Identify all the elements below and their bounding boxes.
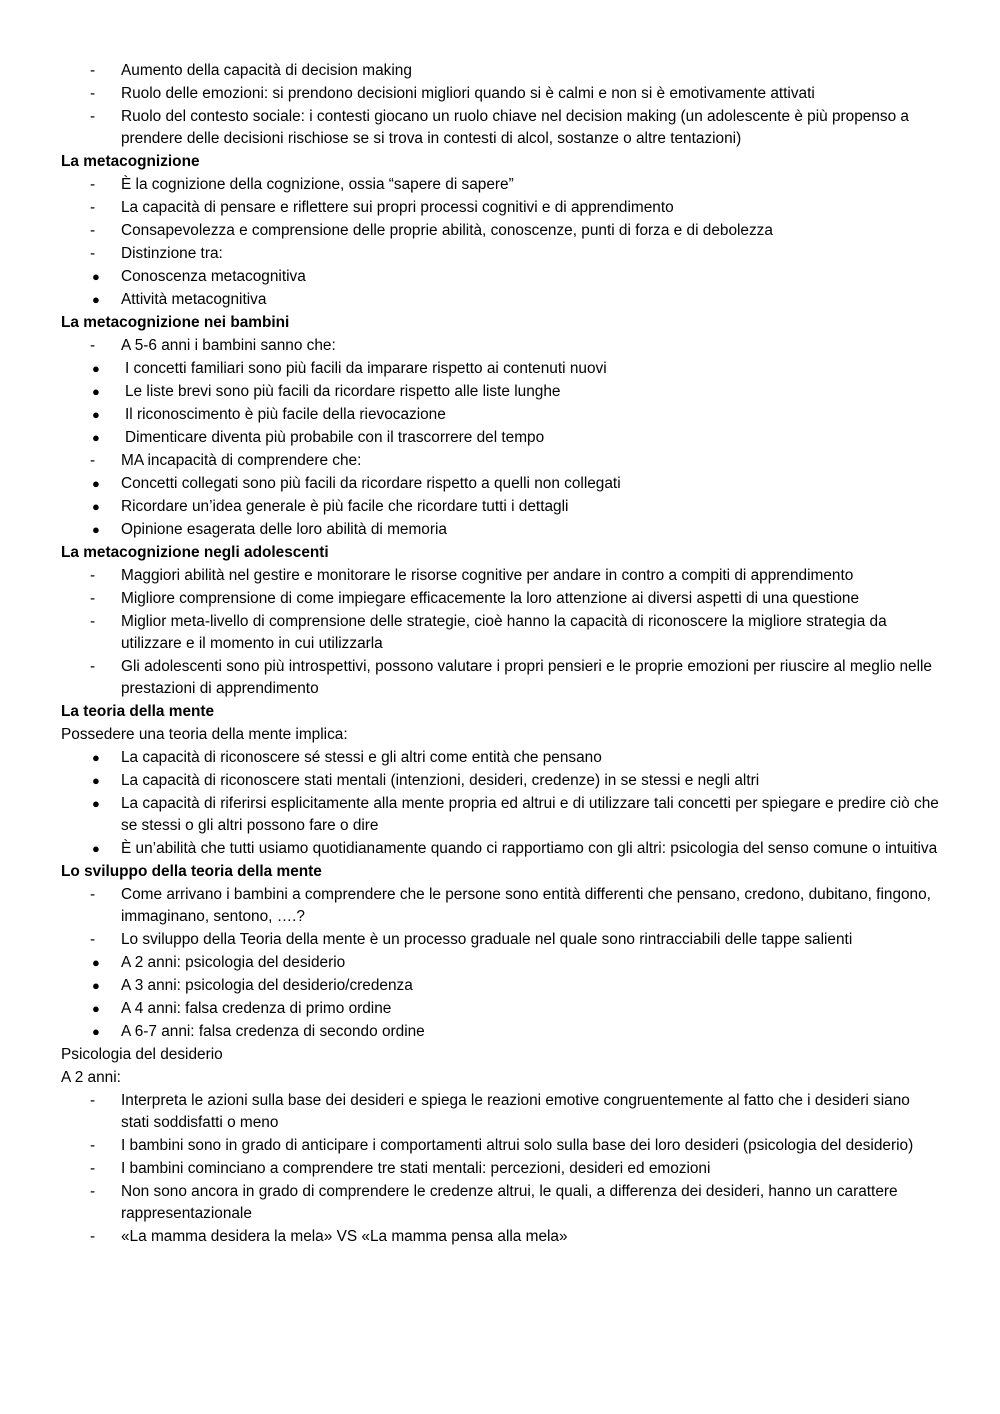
dash-list-item: [61, 1135, 941, 1157]
paragraph-text: A 2 anni:: [61, 1069, 121, 1086]
list-item-text: Ricordare un’idea generale è più facile che ricordare tutti i dettagli: [121, 498, 569, 515]
dash-list-item: [61, 83, 941, 105]
dash-marker: -: [90, 1160, 96, 1177]
bullet-marker: ●: [92, 955, 100, 970]
paragraph-text: Possedere una teoria della mente implica:: [61, 726, 348, 743]
dash-marker: -: [90, 1228, 96, 1245]
dash-marker: -: [90, 567, 96, 584]
list-item-text: A 3 anni: psicologia del desiderio/credenza: [121, 977, 413, 994]
dash-list-item: [61, 1226, 941, 1248]
bullet-list-item: [61, 289, 941, 311]
dash-list-item: [61, 656, 941, 700]
list-item-text: Il riconoscimento è più facile della rievocazione: [125, 406, 446, 423]
list-item-text: Attività metacognitiva: [121, 291, 267, 308]
dash-marker: -: [90, 222, 96, 239]
bullet-marker: ●: [92, 522, 100, 537]
bullet-marker: ●: [92, 1024, 100, 1039]
bullet-marker: ●: [92, 1001, 100, 1016]
list-item-text: Le liste brevi sono più facili da ricordare rispetto alle liste lunghe: [125, 383, 561, 400]
dash-marker: -: [90, 931, 96, 948]
bullet-marker: ●: [92, 978, 100, 993]
dash-marker: -: [90, 1183, 96, 1200]
bullet-list-item: [61, 747, 941, 769]
dash-marker: -: [90, 337, 96, 354]
dash-marker: -: [90, 199, 96, 216]
bullet-list-item: [61, 358, 941, 380]
dash-marker: -: [90, 1137, 96, 1154]
dash-marker: -: [90, 452, 96, 469]
list-item-text: La capacità di riconoscere stati mentali (intenzioni, desideri, credenze) in se stessi e negli altri: [121, 772, 760, 789]
list-item-text: Ruolo del contesto sociale: i contesti giocano un ruolo chiave nel decision making (un adolescente è più propenso a prendere delle decisioni rischiose se si trova in contesti di alcol, sostanze o altre tentazioni): [121, 108, 909, 147]
dash-list-item: [61, 106, 941, 150]
dash-list-item: [61, 174, 941, 196]
list-item-text: Maggiori abilità nel gestire e monitorare le risorse cognitive per andare in contro a compiti di apprendimento: [121, 567, 854, 584]
list-item-text: A 5-6 anni i bambini sanno che:: [121, 337, 336, 354]
list-item-text: La capacità di riferirsi esplicitamente alla mente propria ed altrui e di utilizzare tali concetti per spiegare e predire ciò che se stessi o gli altri possono fare o dire: [121, 795, 939, 834]
bullet-list-item: [61, 519, 941, 541]
list-item-text: Gli adolescenti sono più introspettivi, possono valutare i propri pensieri e le proprie emozioni per riuscire al meglio nelle prestazioni di apprendimento: [121, 658, 932, 697]
section-heading: Lo sviluppo della teoria della mente: [61, 863, 322, 880]
list-item-text: Interpreta le azioni sulla base dei desideri e spiega le reazioni emotive congruentemente al fatto che i desideri siano stati soddisfatti o meno: [121, 1092, 910, 1131]
list-item-text: I concetti familiari sono più facili da imparare rispetto ai contenuti nuovi: [125, 360, 607, 377]
bullet-marker: ●: [92, 384, 100, 399]
dash-marker: -: [90, 85, 96, 102]
bullet-list-item: [61, 770, 941, 792]
bullet-marker: ●: [92, 750, 100, 765]
list-item-text: Consapevolezza e comprensione delle proprie abilità, conoscenze, punti di forza e di debolezza: [121, 222, 773, 239]
dash-marker: -: [90, 613, 96, 630]
list-item-text: «La mamma desidera la mela» VS «La mamma pensa alla mela»: [121, 1228, 568, 1245]
bullet-list-item: [61, 427, 941, 449]
document-page: [61, 60, 941, 1249]
list-item-text: Conoscenza metacognitiva: [121, 268, 306, 285]
bullet-list-item: [61, 496, 941, 518]
section-heading: La metacognizione negli adolescenti: [61, 544, 329, 561]
list-item-text: Non sono ancora in grado di comprendere le credenze altrui, le quali, a differenza dei desideri, hanno un carattere rappresentazionale: [121, 1183, 898, 1222]
dash-list-item: [61, 243, 941, 265]
bullet-list-item: [61, 975, 941, 997]
bullet-marker: ●: [92, 773, 100, 788]
list-item-text: Aumento della capacità di decision making: [121, 62, 412, 79]
dash-marker: -: [90, 658, 96, 675]
dash-marker: -: [90, 62, 96, 79]
bullet-marker: ●: [92, 269, 100, 284]
bullet-marker: ●: [92, 796, 100, 811]
bullet-marker: ●: [92, 430, 100, 445]
list-item-text: Lo sviluppo della Teoria della mente è un processo graduale nel quale sono rintracciabili delle tappe salienti: [121, 931, 853, 948]
list-item-text: Come arrivano i bambini a comprendere che le persone sono entità differenti che pensano, credono, dubitano, fingono, immaginano, sentono, ….?: [121, 886, 931, 925]
dash-marker: -: [90, 176, 96, 193]
list-item-text: I bambini cominciano a comprendere tre stati mentali: percezioni, desideri ed emozioni: [121, 1160, 711, 1177]
dash-list-item: [61, 588, 941, 610]
list-item-text: A 6-7 anni: falsa credenza di secondo ordine: [121, 1023, 425, 1040]
list-item-text: Miglior meta-livello di comprensione delle strategie, cioè hanno la capacità di riconoscere la migliore strategia da utilizzare e il momento in cui utilizzarla: [121, 613, 887, 652]
bullet-marker: ●: [92, 476, 100, 491]
list-item-text: La capacità di riconoscere sé stessi e gli altri come entità che pensano: [121, 749, 602, 766]
bullet-list-item: [61, 473, 941, 495]
bullet-list-item: [61, 952, 941, 974]
dash-marker: -: [90, 108, 96, 125]
dash-list-item: [61, 60, 941, 82]
list-item-text: Dimenticare diventa più probabile con il trascorrere del tempo: [125, 429, 545, 446]
list-item-text: Concetti collegati sono più facili da ricordare rispetto a quelli non collegati: [121, 475, 621, 492]
bullet-marker: ●: [92, 499, 100, 514]
dash-list-item: [61, 197, 941, 219]
dash-list-item: [61, 1090, 941, 1134]
bullet-list-item: [61, 838, 941, 860]
bullet-list-item: [61, 998, 941, 1020]
list-item-text: I bambini sono in grado di anticipare i comportamenti altrui solo sulla base dei loro desideri (psicologia del desiderio): [121, 1137, 914, 1154]
list-item-text: Distinzione tra:: [121, 245, 223, 262]
section-heading: La teoria della mente: [61, 703, 215, 720]
bullet-marker: ●: [92, 292, 100, 307]
list-item-text: A 4 anni: falsa credenza di primo ordine: [121, 1000, 392, 1017]
bullet-marker: ●: [92, 841, 100, 856]
list-item-text: La capacità di pensare e riflettere sui propri processi cognitivi e di apprendimento: [121, 199, 674, 216]
bullet-list-item: [61, 793, 941, 837]
dash-marker: -: [90, 245, 96, 262]
dash-list-item: [61, 1181, 941, 1225]
list-item-text: È la cognizione della cognizione, ossia “sapere di sapere”: [121, 176, 514, 193]
dash-list-item: [61, 450, 941, 472]
list-item-text: Ruolo delle emozioni: si prendono decisioni migliori quando si è calmi e non si è emotivamente attivati: [121, 85, 815, 102]
section-heading: La metacognizione: [61, 153, 200, 170]
bullet-list-item: [61, 381, 941, 403]
list-item-text: MA incapacità di comprendere che:: [121, 452, 362, 469]
bullet-list-item: [61, 404, 941, 426]
list-item-text: Migliore comprensione di come impiegare efficacemente la loro attenzione ai diversi aspetti di una questione: [121, 590, 860, 607]
dash-marker: -: [90, 1092, 96, 1109]
dash-marker: -: [90, 886, 96, 903]
dash-list-item: [61, 929, 941, 951]
bullet-list-item: [61, 266, 941, 288]
dash-list-item: [61, 565, 941, 587]
dash-list-item: [61, 1158, 941, 1180]
bullet-marker: ●: [92, 407, 100, 422]
dash-marker: -: [90, 590, 96, 607]
list-item-text: Opinione esagerata delle loro abilità di memoria: [121, 521, 447, 538]
dash-list-item: [61, 220, 941, 242]
paragraph-text: Psicologia del desiderio: [61, 1046, 223, 1063]
dash-list-item: [61, 611, 941, 655]
dash-list-item: [61, 884, 941, 928]
bullet-list-item: [61, 1021, 941, 1043]
dash-list-item: [61, 335, 941, 357]
section-heading: La metacognizione nei bambini: [61, 314, 290, 331]
bullet-marker: ●: [92, 361, 100, 376]
list-item-text: È un’abilità che tutti usiamo quotidianamente quando ci rapportiamo con gli altri: psicologia del senso comune o intuitiva: [121, 840, 938, 857]
list-item-text: A 2 anni: psicologia del desiderio: [121, 954, 346, 971]
